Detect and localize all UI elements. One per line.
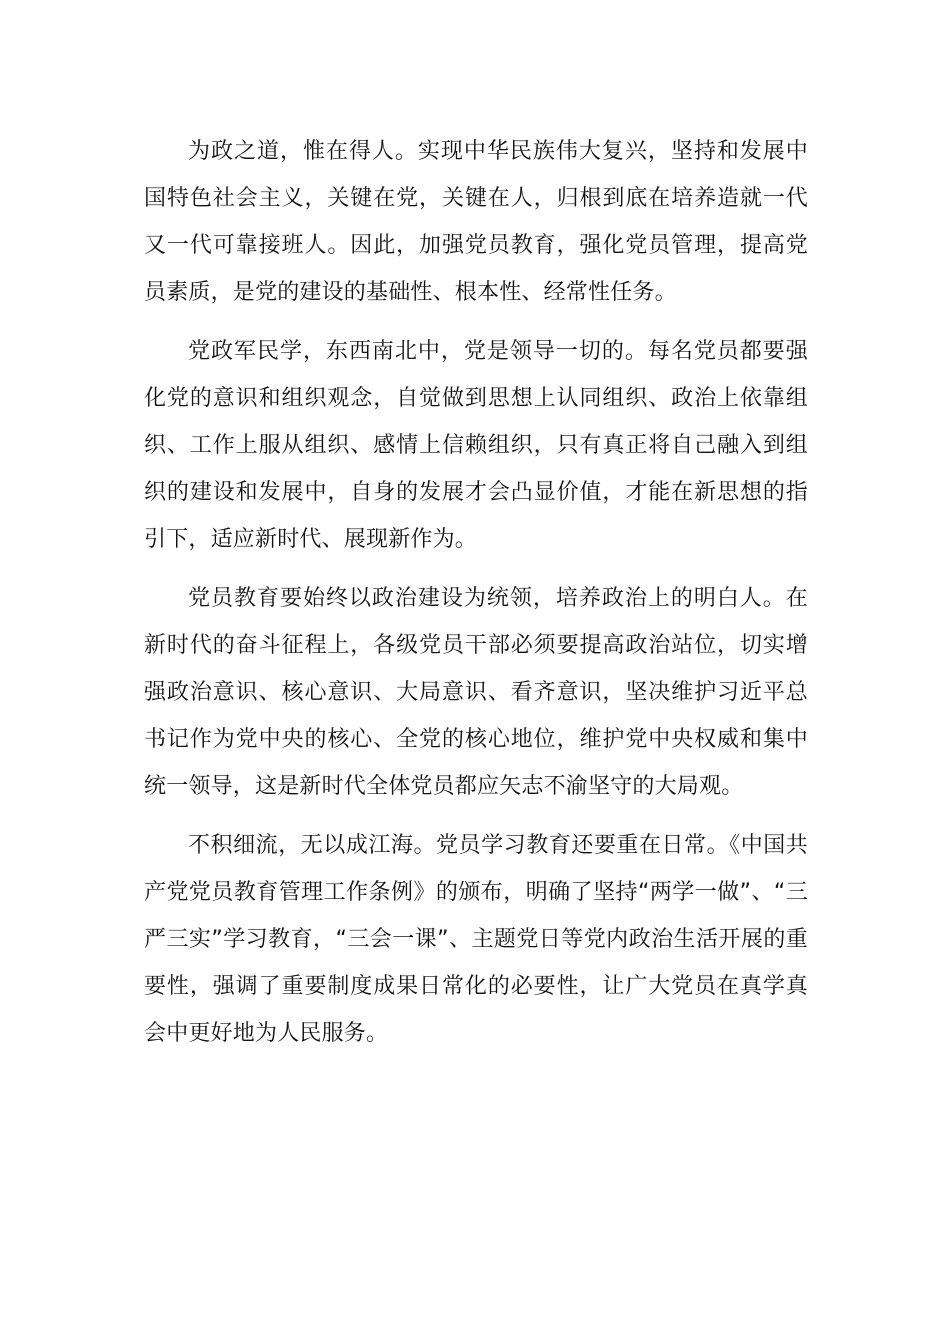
document-body (144, 128, 808, 1069)
paragraph-1: 为政之道，惟在得人。实现中华民族伟大复兴，坚持和发展中国特色社会主义，关键在党，关键在人，归根到底在培养造就一代又一代可靠接班人。因此，加强党员教育，强化党员管理，提高党员素质，是党的建设的基础性、根本性、经常性任务。 (144, 139, 808, 305)
paragraph-4: 不积细流，无以成江海。党员学习教育还要重在日常。《中国共产党党员教育管理工作条例》的颁布，明确了坚持“两学一做”、“三严三实”学习教育，“三会一课”、主题党日等党内政治生活开展的重要性，强调了重要制度成果日常化的必要性，让广大党员在真学真会中更好地为人民服务。 (144, 833, 808, 1046)
paragraph-2: 党政军民学，东西南北中，党是领导一切的。每名党员都要强化党的意识和组织观念，自觉做到思想上认同组织、政治上依靠组织、工作上服从组织、感情上信赖组织，只有真正将自己融入到组织的建设和发展中，自身的发展才会凸显价值，才能在新思想的指引下，适应新时代、展现新作为。 (144, 339, 808, 552)
paragraph-3: 党员教育要始终以政治建设为统领，培养政治上的明白人。在新时代的奋斗征程上，各级党员干部必须要提高政治站位，切实增强政治意识、核心意识、大局意识、看齐意识，坚决维护习近平总书记作为党中央的核心、全党的核心地位，维护党中央权威和集中统一领导，这是新时代全体党员都应矢志不渝坚守的大局观。 (144, 586, 808, 799)
